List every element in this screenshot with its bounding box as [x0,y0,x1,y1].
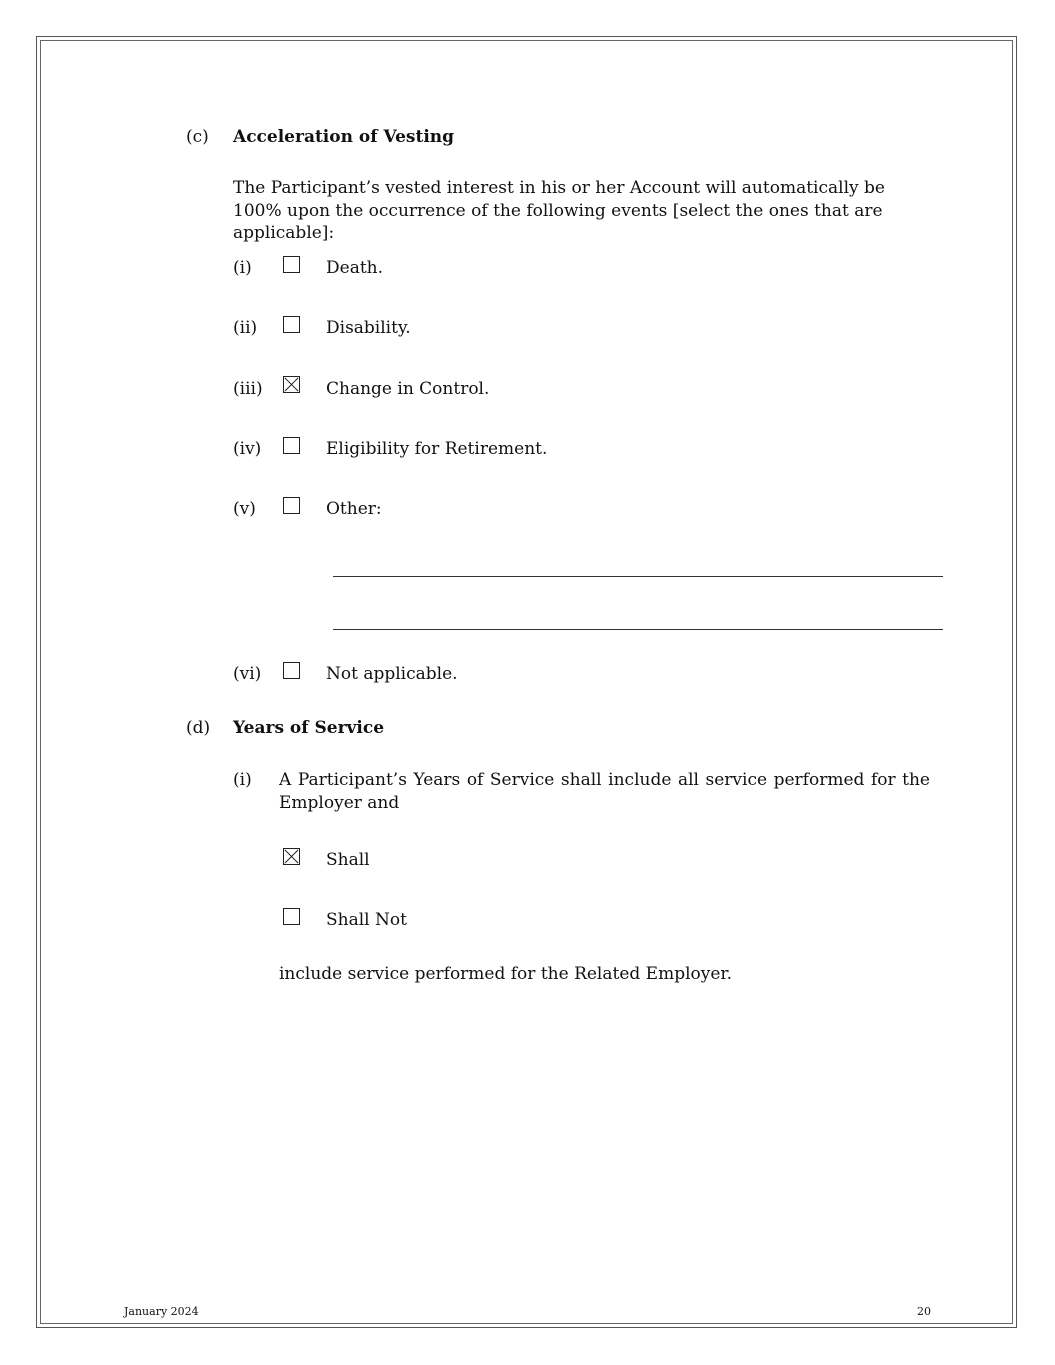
checkbox-x-mark-icon [284,849,299,864]
checkbox-disability[interactable] [283,316,300,333]
checkbox-shall[interactable] [283,848,300,865]
section-c-heading: Acceleration of Vesting [233,127,455,147]
section-d-closing-text: include service performed for the Related Employer. [279,964,733,984]
section-c-marker: (c) [186,127,209,147]
option-label-other: Other: [326,499,382,519]
option-label-death: Death. [326,258,384,278]
footer-date: January 2024 [124,1305,199,1318]
section-d-heading: Years of Service [233,718,385,738]
section-c-intro: The Participant’s vested interest in his or her Account will automatically be 100% upon the occurrence of the following events [select the ones that are applicable]: [233,178,885,243]
checkbox-shall-not[interactable] [283,908,300,925]
choice-label-shall-not: Shall Not [326,910,407,930]
checkbox-death[interactable] [283,256,300,273]
option-marker-iii: (iii) [233,379,263,399]
checkbox-other[interactable] [283,497,300,514]
option-marker-v: (v) [233,499,256,519]
checkbox-x-mark-icon [284,377,299,392]
option-marker-i: (i) [233,258,252,278]
other-fill-in-line-2[interactable] [333,629,943,630]
option-marker-vi: (vi) [233,664,262,684]
checkbox-not-applicable[interactable] [283,662,300,679]
option-label-change-in-control: Change in Control. [326,379,490,399]
checkbox-change-in-control[interactable] [283,376,300,393]
option-label-disability: Disability. [326,318,411,338]
section-d-marker: (d) [186,718,211,738]
section-d-item-text: A Participant’s Years of Service shall include all service performed for the Employer and [279,770,930,813]
option-marker-iv: (iv) [233,439,262,459]
other-fill-in-line-1[interactable] [333,576,943,577]
option-label-not-applicable: Not applicable. [326,664,458,684]
option-marker-ii: (ii) [233,318,258,338]
footer-page-number: 20 [917,1305,931,1318]
option-label-eligibility-for-retirement: Eligibility for Retirement. [326,439,548,459]
checkbox-eligibility-for-retirement[interactable] [283,437,300,454]
section-d-item-marker: (i) [233,770,252,790]
choice-label-shall: Shall [326,850,370,870]
